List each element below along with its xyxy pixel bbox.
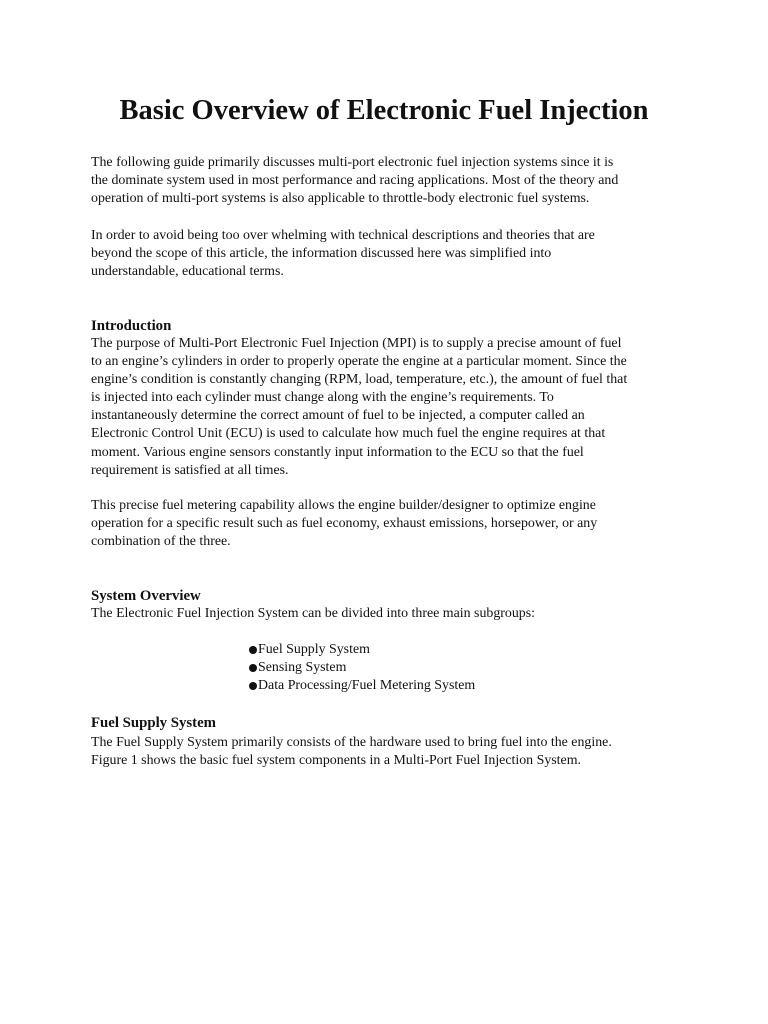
fuel-supply-system-heading: Fuel Supply System <box>91 715 216 731</box>
text-line: The following guide primarily discusses multi-port electronic fuel injection systems since it is <box>91 155 614 170</box>
text-line: is injected into each cylinder must change along with the engine’s requirements. To <box>91 390 554 406</box>
text-line: This precise fuel metering capability allows the engine builder/designer to optimize engine <box>91 498 596 513</box>
fuel-supply-system-paragraph <box>91 734 691 770</box>
text-line: to an engine’s cylinders in order to properly operate the engine at a particular moment. Since the <box>91 354 627 370</box>
text-line: operation of multi-port systems is also applicable to throttle-body electronic fuel systems. <box>91 191 590 207</box>
text-line: The purpose of Multi-Port Electronic Fuel Injection (MPI) is to supply a precise amount of fuel <box>91 336 622 351</box>
list-item-label: Data Processing/Fuel Metering System <box>258 678 476 694</box>
list-item <box>249 677 475 695</box>
text-line: understandable, educational terms. <box>91 264 284 280</box>
text-line: moment. Various engine sensors constantly input information to the ECU so that the fuel <box>91 444 584 460</box>
text-line: engine’s condition is constantly changing (RPM, load, temperature, etc.), the amount of fuel that <box>91 372 628 388</box>
list-item-label: Sensing System <box>258 660 347 676</box>
bullet-icon <box>249 646 257 654</box>
bullet-icon <box>249 682 257 690</box>
subgroup-list <box>249 641 475 695</box>
text-line: Electronic Control Unit (ECU) is used to calculate how much fuel the engine requires at that <box>91 426 606 442</box>
system-overview-heading: System Overview <box>91 588 201 604</box>
introduction-paragraph-1 <box>91 335 691 480</box>
intro-paragraph-1 <box>91 154 691 208</box>
introduction-heading: Introduction <box>91 318 172 334</box>
text-line: combination of the three. <box>91 534 231 550</box>
document-title: Basic Overview of Electronic Fuel Injection <box>119 95 649 126</box>
bullet-icon <box>249 664 257 672</box>
list-item <box>249 659 475 677</box>
text-line: The Fuel Supply System primarily consists of the hardware used to bring fuel into the engine. <box>91 735 612 750</box>
text-line: operation for a specific result such as fuel economy, exhaust emissions, horsepower, or any <box>91 516 598 532</box>
text-line: requirement is satisfied at all times. <box>91 462 289 478</box>
intro-paragraph-2 <box>91 227 691 281</box>
text-line: In order to avoid being too over whelming with technical descriptions and theories that are <box>91 228 595 243</box>
text-line: the dominate system used in most performance and racing applications. Most of the theory and <box>91 173 619 189</box>
text-line: instantaneously determine the correct amount of fuel to be injected, a computer called an <box>91 408 585 424</box>
text-line: The Electronic Fuel Injection System can be divided into three main subgroups: <box>91 606 536 621</box>
text-line: beyond the scope of this article, the information discussed here was simplified into <box>91 246 552 262</box>
text-line: Figure 1 shows the basic fuel system components in a Multi-Port Fuel Injection System. <box>91 753 581 769</box>
system-overview-paragraph <box>91 605 691 623</box>
list-item-label: Fuel Supply System <box>258 642 370 657</box>
list-item <box>249 641 475 659</box>
introduction-paragraph-2 <box>91 497 691 551</box>
